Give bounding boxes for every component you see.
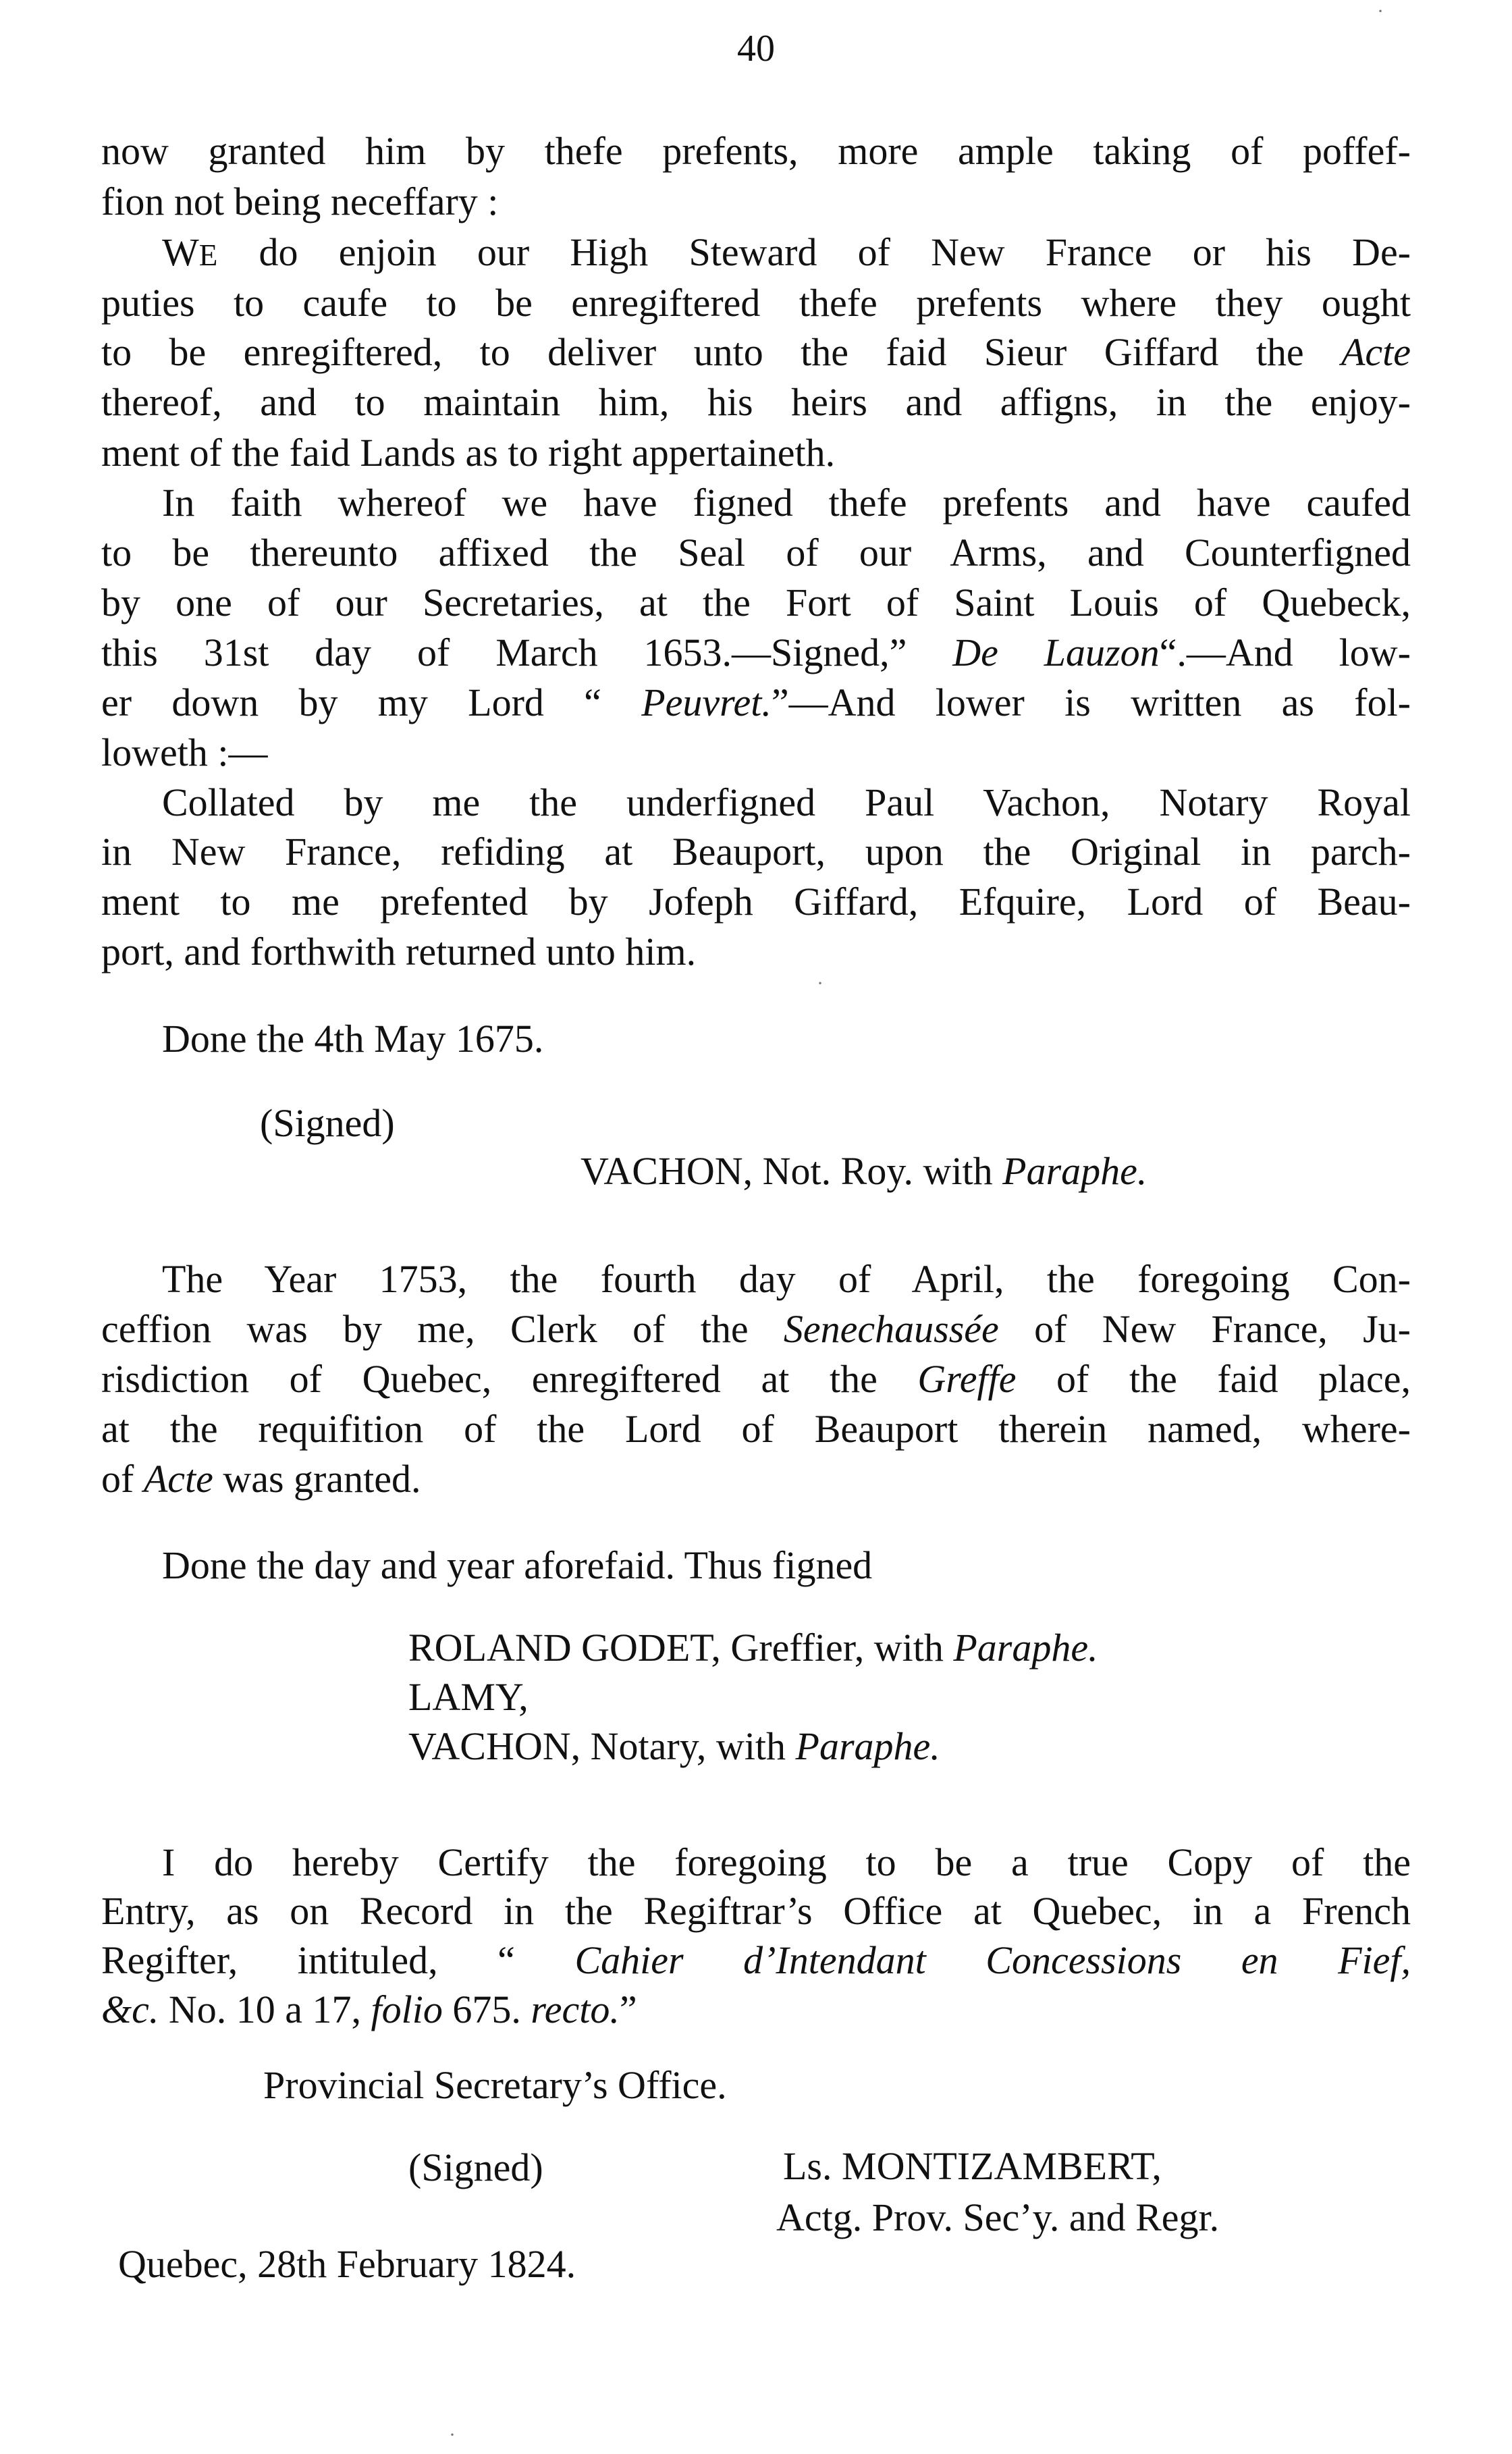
text-line: thereof, and to maintain him, his heirs and affigns, in the enjoy- <box>101 380 1411 424</box>
italic-text: &c. <box>101 1988 159 2031</box>
text-line: fion not being neceffary : <box>101 180 499 223</box>
italic-text: Peuvret. <box>641 681 772 724</box>
text-span: ”—And lower is written as fol- <box>771 681 1411 724</box>
text-line: Entry, as on Record in the Regiftrar’s Office at Quebec, in a French <box>101 1889 1411 1933</box>
text-line: to be thereunto affixed the Seal of our Arms, and Counterfigned <box>101 531 1411 575</box>
text-line <box>101 683 1411 722</box>
text-line <box>101 633 1411 672</box>
signed-label: (Signed) <box>260 1101 395 1145</box>
italic-text: recto. <box>531 1988 620 2031</box>
text-line: port, and forthwith returned unto him. <box>101 930 697 973</box>
text-line <box>101 1938 1411 1982</box>
signature-godet <box>408 1628 1098 1668</box>
signature-vachon-notary <box>408 1724 940 1768</box>
text-span: to be enregiftered, to deliver unto the faid Sieur Giffard the <box>101 330 1341 374</box>
signature-vachon <box>580 1149 1148 1193</box>
print-speck: · <box>449 2424 456 2446</box>
text-line <box>101 1357 1411 1401</box>
italic-text: Senechaussée <box>783 1307 999 1351</box>
text-span: VACHON, Not. Roy. with <box>580 1149 1003 1193</box>
print-speck: · <box>1377 0 1384 22</box>
text-span: ROLAND GODET, Greffier, with <box>408 1626 954 1670</box>
text-line <box>101 1457 421 1501</box>
done-line: Done the day and year aforefaid. Thus figned <box>162 1543 873 1587</box>
place-date: Quebec, 28th February 1824. <box>118 2242 576 2286</box>
text-line: Collated by me the underfigned Paul Vachon, Notary Royal <box>162 780 1411 824</box>
italic-text: folio <box>371 1988 443 2031</box>
page-number: 40 <box>737 28 775 70</box>
text-span: ” <box>619 1988 637 2031</box>
small-caps: E <box>198 238 219 272</box>
signature-lamy: LAMY, <box>408 1675 529 1719</box>
text-line: in New France, refiding at Beauport, upon the Original in parch- <box>101 830 1411 874</box>
signatory-title: Actg. Prov. Sec’y. and Regr. <box>776 2195 1220 2239</box>
text-span: of <box>101 1457 144 1501</box>
text-line: at the requifition of the Lord of Beauport therein named, where- <box>101 1407 1411 1451</box>
italic-text: Acte <box>143 1457 213 1501</box>
done-line: Done the 4th May 1675. <box>162 1017 544 1061</box>
text-line: now granted him by thefe prefents, more ample taking of poffef- <box>101 129 1411 173</box>
text-line: I do hereby Certify the foregoing to be a true Copy of the <box>162 1840 1411 1884</box>
text-line: by one of our Secretaries, at the Fort of Saint Louis of Quebeck, <box>101 581 1411 624</box>
text-span: er down by my Lord “ <box>101 681 642 724</box>
drop-cap: W <box>162 230 199 274</box>
provincial-office: Provincial Secretary’s Office. <box>263 2063 727 2107</box>
italic-text: Paraphe. <box>1002 1149 1148 1193</box>
italic-text: Acte <box>1341 330 1411 374</box>
text-span: risdiction of Quebec, enregiftered at the <box>101 1357 918 1401</box>
italic-text: Greffe <box>917 1357 1017 1401</box>
text-line: ment of the faid Lands as to right appertaineth. <box>101 431 836 475</box>
text-span: of New France, Ju- <box>998 1307 1411 1351</box>
signed-label: (Signed) <box>408 2145 543 2189</box>
text-line <box>162 230 1411 274</box>
text-line: puties to caufe to be enregiftered thefe prefents where they ought <box>101 281 1411 325</box>
print-speck: · <box>817 972 824 994</box>
signature-montizambert: Ls. MONTIZAMBERT, <box>783 2144 1162 2188</box>
text-line: The Year 1753, the fourth day of April, the foregoing Con- <box>162 1257 1411 1301</box>
text-span: “.—And low- <box>1159 631 1411 674</box>
text-line: loweth :— <box>101 730 268 774</box>
text-span: ceffion was by me, Clerk of the <box>101 1307 784 1351</box>
italic-text: Paraphe. <box>953 1626 1098 1670</box>
text-span: was granted. <box>213 1457 421 1501</box>
italic-text: Paraphe. <box>795 1724 940 1768</box>
text-line: In faith whereof we have figned thefe prefents and have caufed <box>162 481 1411 525</box>
text-line <box>101 1990 637 2029</box>
text-line: ment to me prefented by Jofeph Giffard, Efquire, Lord of Beau- <box>101 880 1411 924</box>
text-span: do enjoin our High Steward of New France or his De- <box>218 230 1411 274</box>
text-span: this 31st day of March 1653.—Signed,” <box>101 631 953 674</box>
italic-text: Cahier d’Intendant Concessions en Fief, <box>574 1938 1411 1982</box>
text-span: 675. <box>442 1988 531 2031</box>
text-span: Regifter, intituled, “ <box>101 1938 575 1982</box>
text-span: VACHON, Notary, with <box>408 1724 796 1768</box>
text-line <box>101 330 1411 374</box>
text-span: of the faid place, <box>1016 1357 1411 1401</box>
text-span: No. 10 a 17, <box>159 1988 371 2031</box>
italic-text: De Lauzon <box>952 631 1160 674</box>
text-line <box>101 1307 1411 1351</box>
